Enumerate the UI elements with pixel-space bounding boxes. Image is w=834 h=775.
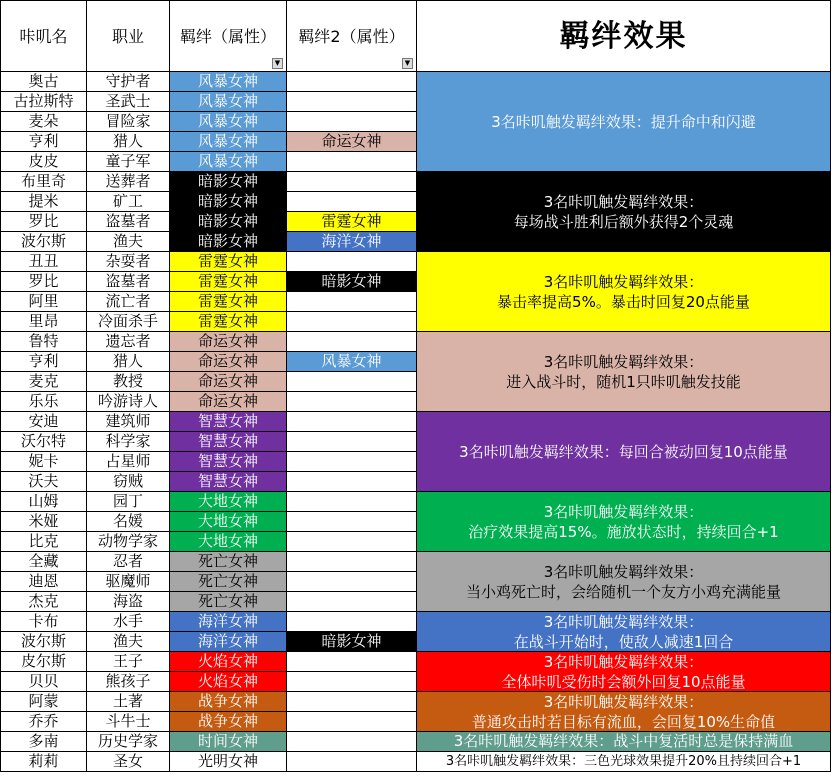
cell-name[interactable]: 鲁特 xyxy=(0,332,87,352)
cell-bond2[interactable]: 风暴女神 xyxy=(287,352,417,372)
cell-bond2[interactable] xyxy=(287,452,417,472)
cell-name[interactable]: 皮尔斯 xyxy=(0,652,87,672)
effect-line: 全体咔叽受伤时会额外回复10点能量 xyxy=(501,672,746,691)
cell-bond2[interactable] xyxy=(287,432,417,452)
cell-bond[interactable]: 大地女神 xyxy=(170,492,287,512)
cell-name[interactable]: 古拉斯特 xyxy=(0,92,87,112)
cell-bond[interactable]: 命运女神 xyxy=(170,332,287,352)
cell-job[interactable]: 猎人 xyxy=(87,132,170,152)
cell-job[interactable]: 盗墓者 xyxy=(87,272,170,292)
cell-bond2[interactable] xyxy=(287,512,417,532)
cell-bond[interactable]: 战争女神 xyxy=(170,712,287,732)
cell-bond2[interactable] xyxy=(287,392,417,412)
cell-name[interactable]: 安迪 xyxy=(0,412,87,432)
cell-bond2[interactable] xyxy=(287,192,417,212)
cell-bond2[interactable] xyxy=(287,532,417,552)
cell-job[interactable]: 名媛 xyxy=(87,512,170,532)
cell-name[interactable]: 贝贝 xyxy=(0,672,87,692)
cell-name[interactable]: 皮皮 xyxy=(0,152,87,172)
cell-bond[interactable]: 火焰女神 xyxy=(170,672,287,692)
effect-line: 3名咔叽触发羁绊效果： xyxy=(543,652,704,671)
cell-bond2[interactable] xyxy=(287,152,417,172)
cell-name[interactable]: 麦克 xyxy=(0,372,87,392)
cell-job[interactable]: 冷面杀手 xyxy=(87,312,170,332)
cell-name[interactable]: 麦朵 xyxy=(0,112,87,132)
cell-bond2[interactable] xyxy=(287,92,417,112)
cell-bond2[interactable] xyxy=(287,712,417,732)
cell-bond2[interactable] xyxy=(287,552,417,572)
effect-line: 当小鸡死亡时，会给随机一个友方小鸡充满能量 xyxy=(465,582,781,601)
cell-job[interactable]: 园丁 xyxy=(87,492,170,512)
cell-bond[interactable]: 海洋女神 xyxy=(170,632,287,652)
cell-bond[interactable]: 暗影女神 xyxy=(170,212,287,232)
cell-name[interactable]: 阿蒙 xyxy=(0,692,87,712)
effect-cell[interactable] xyxy=(417,692,831,732)
effect-line: 在战斗开始时，使敌人减速1回合 xyxy=(513,632,734,651)
cell-bond[interactable]: 智慧女神 xyxy=(170,432,287,452)
cell-bond[interactable]: 智慧女神 xyxy=(170,472,287,492)
cell-bond2[interactable] xyxy=(287,612,417,632)
cell-job[interactable]: 童子军 xyxy=(87,152,170,172)
cell-bond2[interactable] xyxy=(287,492,417,512)
effect-line: 3名咔叽触发羁绊效果：三色光球效果提升20%且持续回合+1 xyxy=(445,754,802,769)
cell-bond[interactable]: 风暴女神 xyxy=(170,72,287,92)
cell-bond[interactable]: 智慧女神 xyxy=(170,412,287,432)
effect-line: 3名咔叽触发羁绊效果： xyxy=(543,692,704,711)
effect-cell[interactable] xyxy=(417,612,831,652)
cell-bond[interactable]: 雷霆女神 xyxy=(170,252,287,272)
cell-job[interactable]: 矿工 xyxy=(87,192,170,212)
effect-cell[interactable] xyxy=(417,412,831,492)
cell-bond[interactable]: 风暴女神 xyxy=(170,92,287,112)
cell-job[interactable]: 斗牛士 xyxy=(87,712,170,732)
cell-name[interactable]: 乐乐 xyxy=(0,392,87,412)
cell-bond2[interactable]: 暗影女神 xyxy=(287,632,417,652)
header-job[interactable]: 职业 xyxy=(87,0,170,72)
effect-cell[interactable] xyxy=(417,732,831,752)
effect-line: 每场战斗胜利后额外获得2个灵魂 xyxy=(513,212,734,231)
cell-bond2[interactable]: 暗影女神 xyxy=(287,272,417,292)
cell-bond2[interactable] xyxy=(287,572,417,592)
header-bond2-label: 羁绊2（属性） xyxy=(298,26,405,46)
cell-name[interactable]: 比克 xyxy=(0,532,87,552)
effect-line: 3名咔叽触发羁绊效果： xyxy=(543,502,704,521)
cell-job[interactable]: 渔夫 xyxy=(87,632,170,652)
cell-name[interactable]: 迪恩 xyxy=(0,572,87,592)
cell-job[interactable]: 送葬者 xyxy=(87,172,170,192)
cell-bond2[interactable] xyxy=(287,412,417,432)
header-bond-label: 羁绊（属性） xyxy=(179,26,276,46)
cell-bond2[interactable] xyxy=(287,252,417,272)
cell-bond2[interactable] xyxy=(287,752,417,772)
cell-name[interactable]: 亨利 xyxy=(0,352,87,372)
cell-bond2[interactable] xyxy=(287,592,417,612)
cell-bond2[interactable] xyxy=(287,652,417,672)
cell-job[interactable]: 窃贼 xyxy=(87,472,170,492)
cell-name[interactable]: 卡布 xyxy=(0,612,87,632)
filter-dropdown-icon[interactable]: ▼ xyxy=(272,58,283,69)
cell-name[interactable]: 罗比 xyxy=(0,212,87,232)
effect-cell[interactable] xyxy=(417,492,831,552)
cell-bond[interactable]: 雷霆女神 xyxy=(170,292,287,312)
cell-job[interactable]: 建筑师 xyxy=(87,412,170,432)
effect-line: 3名咔叽触发羁绊效果：战斗中复活时总是保持满血 xyxy=(453,732,794,750)
cell-bond[interactable]: 暗影女神 xyxy=(170,192,287,212)
effect-line: 3名咔叽触发羁绊效果： xyxy=(543,352,704,371)
cell-job[interactable]: 教授 xyxy=(87,372,170,392)
effect-line: 暴击率提高5%。暴击时回复20点能量 xyxy=(497,292,750,311)
cell-name[interactable]: 沃夫 xyxy=(0,472,87,492)
cell-job[interactable]: 圣武士 xyxy=(87,92,170,112)
cell-name[interactable]: 里昂 xyxy=(0,312,87,332)
cell-bond[interactable]: 死亡女神 xyxy=(170,552,287,572)
cell-bond2[interactable] xyxy=(287,672,417,692)
cell-bond2[interactable] xyxy=(287,732,417,752)
cell-job[interactable]: 冒险家 xyxy=(87,112,170,132)
effect-cell[interactable] xyxy=(417,652,831,692)
header-effect[interactable]: 羁绊效果 xyxy=(417,0,831,72)
cell-job[interactable]: 王子 xyxy=(87,652,170,672)
cell-job[interactable]: 水手 xyxy=(87,612,170,632)
effect-line: 3名咔叽触发羁绊效果： xyxy=(543,272,704,291)
effect-cell[interactable] xyxy=(417,172,831,252)
cell-bond[interactable]: 火焰女神 xyxy=(170,652,287,672)
cell-name[interactable]: 全藏 xyxy=(0,552,87,572)
cell-bond2[interactable] xyxy=(287,172,417,192)
cell-name[interactable]: 杰克 xyxy=(0,592,87,612)
header-bond2[interactable] xyxy=(287,0,417,72)
cell-bond[interactable]: 大地女神 xyxy=(170,532,287,552)
cell-job[interactable]: 渔夫 xyxy=(87,232,170,252)
cell-name[interactable]: 波尔斯 xyxy=(0,632,87,652)
cell-job[interactable]: 海盗 xyxy=(87,592,170,612)
cell-bond2[interactable] xyxy=(287,372,417,392)
effect-line: 3名咔叽触发羁绊效果： xyxy=(543,562,704,581)
cell-bond[interactable]: 风暴女神 xyxy=(170,132,287,152)
cell-bond[interactable]: 时间女神 xyxy=(170,732,287,752)
cell-bond2[interactable] xyxy=(287,112,417,132)
cell-bond2[interactable]: 海洋女神 xyxy=(287,232,417,252)
cell-bond2[interactable] xyxy=(287,72,417,92)
cell-bond[interactable]: 光明女神 xyxy=(170,752,287,772)
cell-name[interactable]: 亨利 xyxy=(0,132,87,152)
cell-bond[interactable]: 死亡女神 xyxy=(170,572,287,592)
cell-bond2[interactable]: 雷霆女神 xyxy=(287,212,417,232)
cell-name[interactable]: 阿里 xyxy=(0,292,87,312)
cell-name[interactable]: 米娅 xyxy=(0,512,87,532)
effect-cell[interactable] xyxy=(417,552,831,612)
effect-line: 治疗效果提高15%。施放状态时，持续回合+1 xyxy=(468,522,779,541)
effect-line: 3名咔叽触发羁绊效果： xyxy=(543,612,704,631)
cell-name[interactable]: 山姆 xyxy=(0,492,87,512)
cell-bond[interactable]: 雷霆女神 xyxy=(170,312,287,332)
filter-dropdown-icon[interactable]: ▼ xyxy=(402,58,413,69)
cell-job[interactable]: 占星师 xyxy=(87,452,170,472)
cell-name[interactable]: 丑丑 xyxy=(0,252,87,272)
cell-name[interactable]: 提米 xyxy=(0,192,87,212)
cell-bond[interactable]: 死亡女神 xyxy=(170,592,287,612)
cell-bond2[interactable] xyxy=(287,472,417,492)
effect-cell[interactable] xyxy=(417,332,831,412)
cell-bond[interactable]: 雷霆女神 xyxy=(170,272,287,292)
cell-bond[interactable]: 风暴女神 xyxy=(170,152,287,172)
effect-line: 普通攻击时若目标有流血，会回复10%生命值 xyxy=(471,712,776,731)
cell-name[interactable]: 奥古 xyxy=(0,72,87,92)
cell-name[interactable]: 莉莉 xyxy=(0,752,87,772)
cell-name[interactable]: 多南 xyxy=(0,732,87,752)
cell-job[interactable]: 吟游诗人 xyxy=(87,392,170,412)
cell-name[interactable]: 沃尔特 xyxy=(0,432,87,452)
cell-bond[interactable]: 命运女神 xyxy=(170,392,287,412)
effect-cell[interactable] xyxy=(417,752,831,772)
cell-bond2[interactable] xyxy=(287,312,417,332)
effect-line: 3名咔叽触发羁绊效果：每回合被动回复10点能量 xyxy=(459,442,788,461)
cell-bond[interactable]: 风暴女神 xyxy=(170,112,287,132)
cell-bond[interactable]: 命运女神 xyxy=(170,372,287,392)
cell-name[interactable]: 乔乔 xyxy=(0,712,87,732)
cell-job[interactable]: 土著 xyxy=(87,692,170,712)
cell-name[interactable]: 布里奇 xyxy=(0,172,87,192)
cell-bond2[interactable] xyxy=(287,292,417,312)
cell-bond[interactable]: 海洋女神 xyxy=(170,612,287,632)
cell-bond[interactable]: 智慧女神 xyxy=(170,452,287,472)
effect-line: 进入战斗时，随机1只咔叽触发技能 xyxy=(506,372,741,391)
cell-job[interactable]: 杂耍者 xyxy=(87,252,170,272)
header-name[interactable]: 咔叽名 xyxy=(0,0,87,72)
cell-bond[interactable]: 暗影女神 xyxy=(170,172,287,192)
effect-line: 3名咔叽触发羁绊效果：提升命中和闪避 xyxy=(491,112,756,131)
cell-job[interactable]: 忍者 xyxy=(87,552,170,572)
cell-job[interactable]: 驱魔师 xyxy=(87,572,170,592)
cell-job[interactable]: 猎人 xyxy=(87,352,170,372)
cell-job[interactable]: 流亡者 xyxy=(87,292,170,312)
cell-bond2[interactable] xyxy=(287,332,417,352)
cell-name[interactable]: 波尔斯 xyxy=(0,232,87,252)
cell-job[interactable]: 圣女 xyxy=(87,752,170,772)
cell-bond2[interactable] xyxy=(287,692,417,712)
cell-job[interactable]: 科学家 xyxy=(87,432,170,452)
cell-bond[interactable]: 大地女神 xyxy=(170,512,287,532)
effect-cell[interactable] xyxy=(417,252,831,332)
cell-bond[interactable]: 命运女神 xyxy=(170,352,287,372)
header-bond[interactable] xyxy=(170,0,287,72)
cell-job[interactable]: 历史学家 xyxy=(87,732,170,752)
cell-name[interactable]: 妮卡 xyxy=(0,452,87,472)
effect-cell[interactable] xyxy=(417,72,831,172)
cell-job[interactable]: 遗忘者 xyxy=(87,332,170,352)
cell-job[interactable]: 守护者 xyxy=(87,72,170,92)
cell-bond2[interactable]: 命运女神 xyxy=(287,132,417,152)
cell-bond[interactable]: 战争女神 xyxy=(170,692,287,712)
cell-bond[interactable]: 暗影女神 xyxy=(170,232,287,252)
cell-job[interactable]: 动物学家 xyxy=(87,532,170,552)
effect-line: 3名咔叽触发羁绊效果： xyxy=(543,192,704,211)
cell-name[interactable]: 罗比 xyxy=(0,272,87,292)
cell-job[interactable]: 熊孩子 xyxy=(87,672,170,692)
cell-job[interactable]: 盗墓者 xyxy=(87,212,170,232)
